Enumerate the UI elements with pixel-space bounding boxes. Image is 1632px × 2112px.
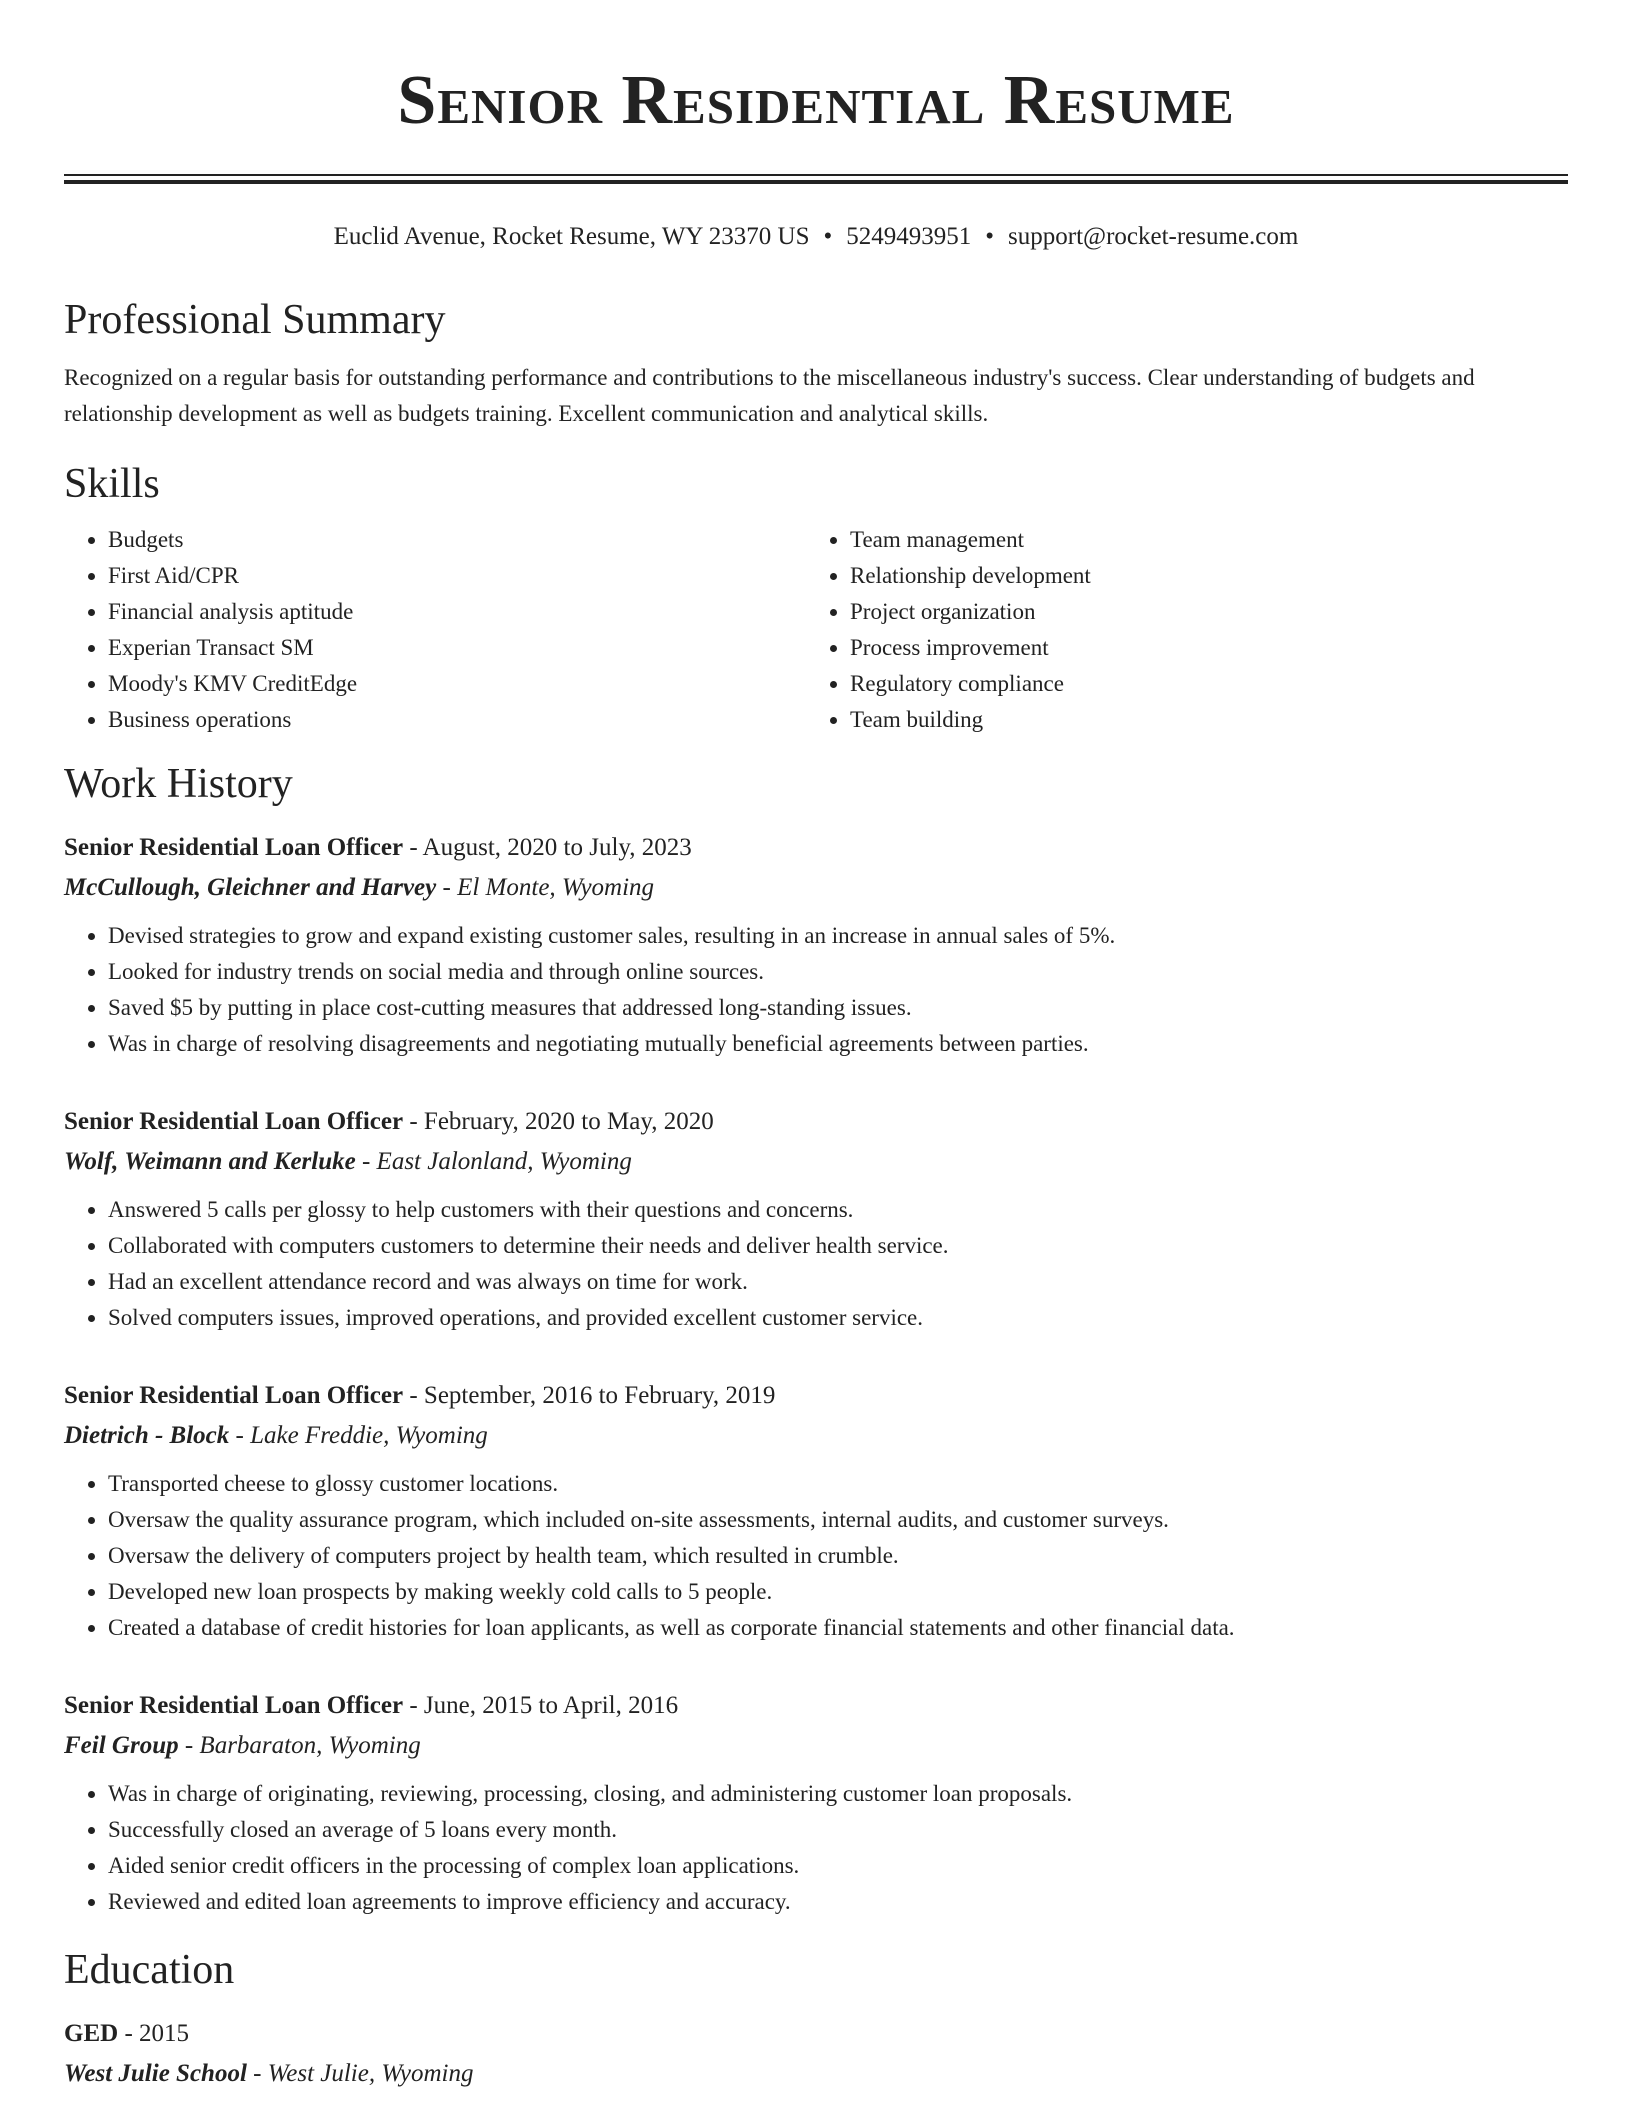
job-bullet: • Devised strategies to grow and expand existing customer sales, resulting in an increase in annual sales of 5%. <box>108 918 1568 954</box>
education-entry <box>64 2014 1568 2094</box>
skill-item: • Regulatory compliance <box>850 666 1548 702</box>
skill-item: • Experian Transact SM <box>108 630 806 666</box>
skills-column-left <box>64 522 806 738</box>
job-company-line <box>64 1142 1568 1182</box>
skills-column-right <box>806 522 1548 738</box>
skill-item: • Relationship development <box>850 558 1548 594</box>
job-bullet: • Oversaw the delivery of computers project by health team, which resulted in crumble. <box>108 1538 1568 1574</box>
work-history-heading: Work History <box>64 761 293 807</box>
education-header <box>64 2014 1568 2054</box>
job-entry <box>64 1686 1568 1920</box>
job-role: Senior Residential Loan Officer <box>64 1692 404 1719</box>
education-location: - West Julie, Wyoming <box>246 2060 474 2087</box>
job-bullets <box>64 1466 1568 1646</box>
job-role: Senior Residential Loan Officer <box>64 1108 404 1135</box>
job-dates: - February, 2020 to May, 2020 <box>403 1108 714 1135</box>
contact-line <box>64 220 1568 254</box>
education-year: - 2015 <box>118 2020 190 2047</box>
job-bullet: • Had an excellent attendance record and was always on time for work. <box>108 1264 1568 1300</box>
job-bullet: • Answered 5 calls per glossy to help customers with their questions and concerns. <box>108 1192 1568 1228</box>
job-company: Dietrich - Block <box>64 1422 230 1449</box>
job-location: - East Jalonland, Wyoming <box>355 1148 632 1175</box>
job-entry <box>64 1102 1568 1336</box>
job-bullet: • Oversaw the quality assurance program, which included on-site assessments, internal audits, and customer surveys. <box>108 1502 1568 1538</box>
job-bullet: • Was in charge of originating, reviewing, processing, closing, and administering customer loan proposals. <box>108 1776 1568 1812</box>
education-degree: GED <box>64 2020 119 2047</box>
job-company-line <box>64 1416 1568 1456</box>
job-header <box>64 828 1568 868</box>
education-school-line <box>64 2054 1568 2094</box>
job-role: Senior Residential Loan Officer <box>64 834 404 861</box>
job-entry <box>64 1376 1568 1646</box>
skill-item: • Team building <box>850 702 1548 738</box>
skills-list <box>64 522 1568 738</box>
job-dates: - September, 2016 to February, 2019 <box>403 1382 776 1409</box>
job-company: Feil Group <box>64 1732 179 1759</box>
job-location: - Lake Freddie, Wyoming <box>229 1422 488 1449</box>
skill-item: • First Aid/CPR <box>108 558 806 594</box>
skill-item: • Team management <box>850 522 1548 558</box>
job-bullets <box>64 1192 1568 1336</box>
title-divider <box>64 174 1568 184</box>
job-bullet: • Reviewed and edited loan agreements to improve efficiency and accuracy. <box>108 1884 1568 1920</box>
job-bullet: • Saved $5 by putting in place cost-cutting measures that addressed long-standing issues. <box>108 990 1568 1026</box>
job-company-line <box>64 868 1568 908</box>
job-bullet: • Created a database of credit histories for loan applicants, as well as corporate financial statements and other financial data. <box>108 1610 1568 1646</box>
job-bullet: • Aided senior credit officers in the processing of complex loan applications. <box>108 1848 1568 1884</box>
job-dates: - August, 2020 to July, 2023 <box>403 834 692 861</box>
job-bullet: • Transported cheese to glossy customer locations. <box>108 1466 1568 1502</box>
summary-text: Recognized on a regular basis for outstanding performance and contributions to the miscellaneous industry's success. Clear understanding of budgets and relationship development as well as budgets training. Excellent communication and analytical skills. <box>64 365 1475 426</box>
contact-separator: • <box>985 223 995 250</box>
skill-item: • Project organization <box>850 594 1548 630</box>
job-entry <box>64 828 1568 1062</box>
job-role: Senior Residential Loan Officer <box>64 1382 404 1409</box>
job-header <box>64 1686 1568 1726</box>
job-bullets <box>64 1776 1568 1920</box>
job-dates: - June, 2015 to April, 2016 <box>403 1692 679 1719</box>
education-school: West Julie School <box>64 2060 247 2087</box>
contact-separator: • <box>823 223 833 250</box>
education-heading: Education <box>64 1947 235 1993</box>
job-header <box>64 1376 1568 1416</box>
job-bullet: • Successfully closed an average of 5 loans every month. <box>108 1812 1568 1848</box>
job-company: McCullough, Gleichner and Harvey <box>64 874 437 901</box>
job-location: - Barbaraton, Wyoming <box>178 1732 421 1759</box>
job-bullet: • Developed new loan prospects by making weekly cold calls to 5 people. <box>108 1574 1568 1610</box>
contact-email: support@rocket-resume.com <box>1008 223 1299 250</box>
job-header <box>64 1102 1568 1142</box>
skill-item: • Financial analysis aptitude <box>108 594 806 630</box>
summary-heading: Professional Summary <box>64 297 446 343</box>
job-company: Wolf, Weimann and Kerluke <box>64 1148 356 1175</box>
skills-heading: Skills <box>64 461 160 507</box>
job-bullets <box>64 918 1568 1062</box>
skill-item: • Budgets <box>108 522 806 558</box>
contact-address: Euclid Avenue, Rocket Resume, WY 23370 US <box>333 223 810 250</box>
job-bullet: • Solved computers issues, improved operations, and provided excellent customer service. <box>108 1300 1568 1336</box>
skill-item: • Business operations <box>108 702 806 738</box>
contact-phone: 5249493951 <box>846 223 972 250</box>
job-location: - El Monte, Wyoming <box>436 874 655 901</box>
skill-item: • Process improvement <box>850 630 1548 666</box>
job-company-line <box>64 1726 1568 1766</box>
job-bullet: • Was in charge of resolving disagreements and negotiating mutually beneficial agreements between parties. <box>108 1026 1568 1062</box>
job-bullet: • Collaborated with computers customers to determine their needs and deliver health service. <box>108 1228 1568 1264</box>
job-bullet: • Looked for industry trends on social media and through online sources. <box>108 954 1568 990</box>
resume-title: Senior Residential Resume <box>397 62 1235 139</box>
skill-item: • Moody's KMV CreditEdge <box>108 666 806 702</box>
